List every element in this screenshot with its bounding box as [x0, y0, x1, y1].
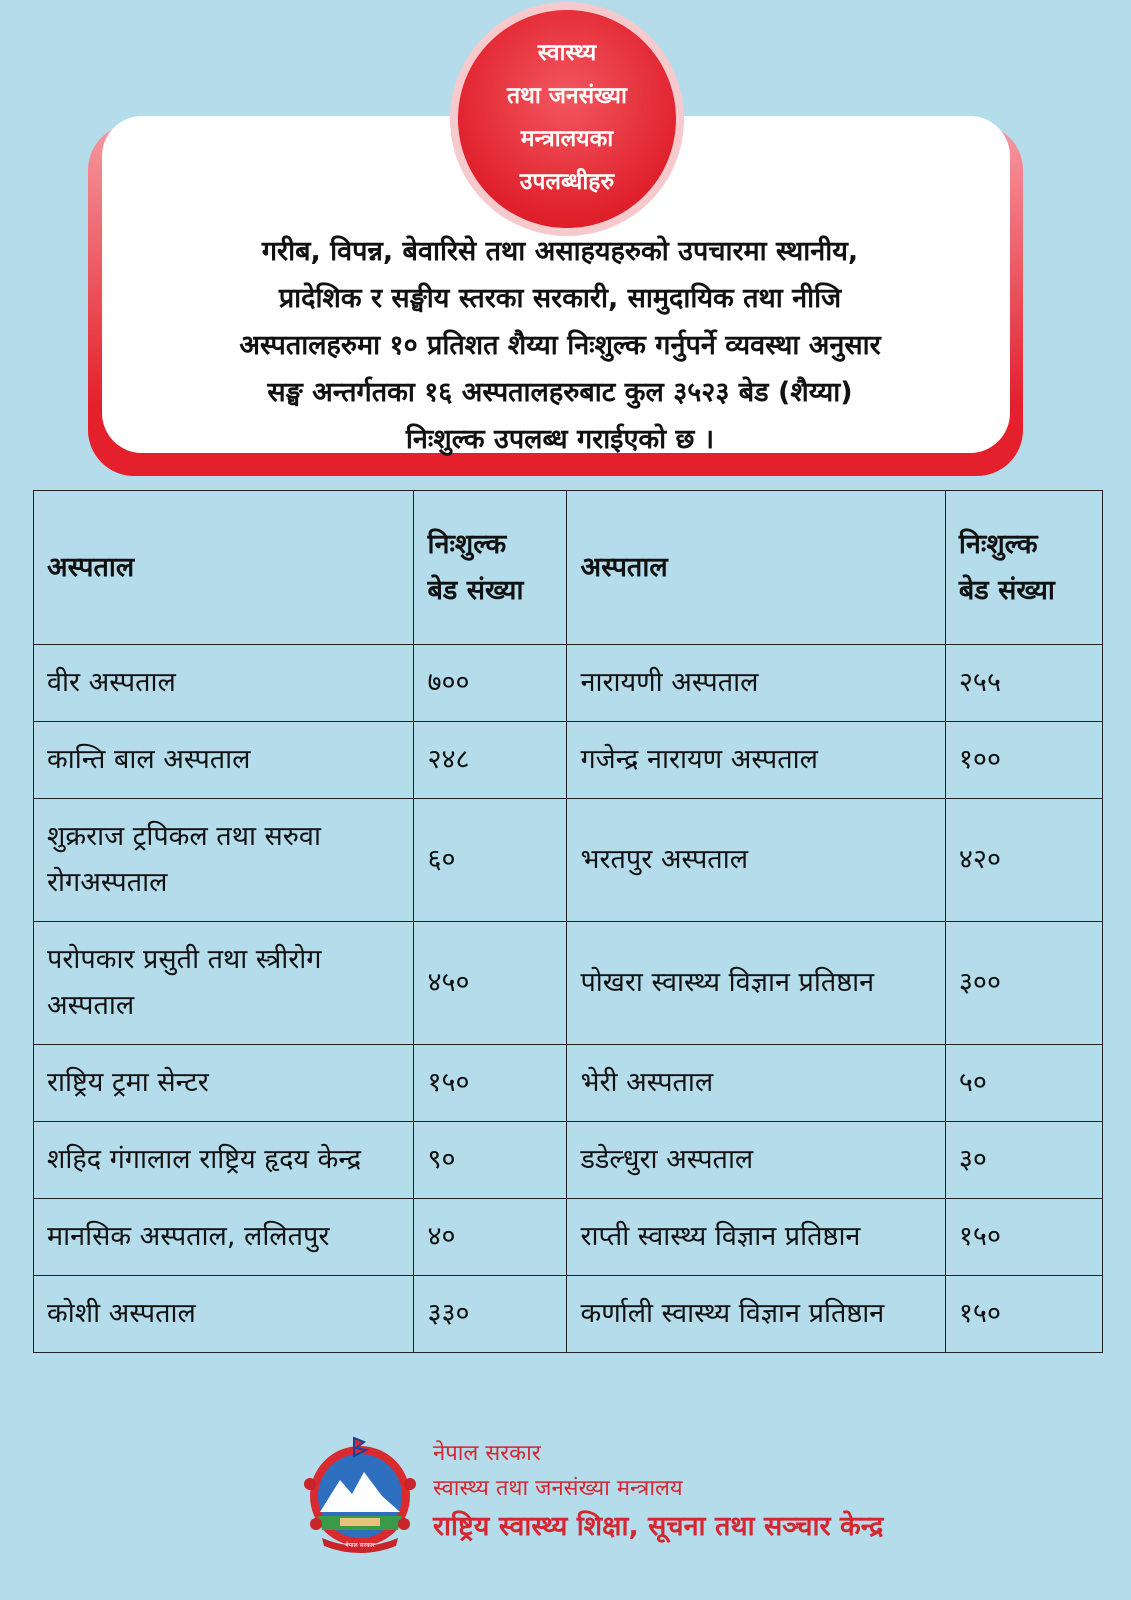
header-free-beds-line1: निःशुल्क [958, 528, 1038, 560]
hospital-name: वीर अस्पताल [34, 645, 414, 722]
hospital-name: नारायणी अस्पताल [567, 645, 945, 722]
header-free-beds [414, 491, 567, 645]
table-row [34, 1276, 1103, 1353]
hospital-name: कोशी अस्पताल [34, 1276, 414, 1353]
hospital-name: डडेल्धुरा अस्पताल [567, 1122, 945, 1199]
hospital-name: कान्ति बाल अस्पताल [34, 722, 414, 799]
headline-line: गरीब, विपन्न, बेवारिसे तथा असाहयहरुको उपचारमा स्थानीय, [261, 236, 859, 267]
hospital-name: राष्ट्रिय ट्रमा सेन्टर [34, 1045, 414, 1122]
headline-line: सङ्घ अन्तर्गतका १६ अस्पतालहरुबाट कुल ३५२३ बेड (शैय्या) [267, 377, 853, 408]
title-badge [450, 2, 684, 236]
table-row [34, 922, 1103, 1045]
badge-title [472, 32, 662, 204]
footer [300, 1434, 1000, 1564]
bed-count: १५० [945, 1276, 1102, 1353]
bed-count: ६० [414, 799, 567, 922]
hospital-name: शहिद गंगालाल राष्ट्रिय हृदय केन्द्र [34, 1122, 414, 1199]
table-header-row [34, 491, 1103, 645]
table-row [34, 645, 1103, 722]
bed-count: ३०० [945, 922, 1102, 1045]
header-free-beds-line2: बेड संख्या [427, 574, 524, 606]
bed-count: २४८ [414, 722, 567, 799]
badge-line: मन्त्रालयका [520, 126, 614, 152]
bed-count: ९० [414, 1122, 567, 1199]
footer-government: नेपाल सरकार [433, 1441, 541, 1466]
bed-count: ३० [945, 1122, 1102, 1199]
header-hospital: अस्पताल [34, 491, 414, 645]
hospital-name: परोपकार प्रसुती तथा स्त्रीरोग अस्पताल [34, 922, 414, 1045]
table-row [34, 799, 1103, 922]
header-free-beds-line1: निःशुल्क [427, 528, 507, 560]
headline-text [120, 228, 1000, 463]
badge-line: उपलब्धीहरु [519, 169, 615, 195]
bed-count: ४५० [414, 922, 567, 1045]
header-free-beds-line2: बेड संख्या [958, 574, 1055, 606]
bed-count: २५५ [945, 645, 1102, 722]
emblem-text: नेपाल सरकार [345, 1542, 375, 1549]
bed-count: ३३० [414, 1276, 567, 1353]
table-row [34, 1122, 1103, 1199]
headline-line: अस्पतालहरुमा १० प्रतिशत शैय्या निःशुल्क गर्नुपर्ने व्यवस्था अनुसार [239, 330, 881, 361]
bed-count: ७०० [414, 645, 567, 722]
hospital-name: शुक्रराज ट्रपिकल तथा सरुवा रोगअस्पताल [34, 799, 414, 922]
table-row [34, 1045, 1103, 1122]
bed-count: १०० [945, 722, 1102, 799]
hospital-name: गजेन्द्र नारायण अस्पताल [567, 722, 945, 799]
hospital-name: राप्ती स्वास्थ्य विज्ञान प्रतिष्ठान [567, 1199, 945, 1276]
headline-line: निःशुल्क उपलब्ध गराईएको छ । [405, 424, 715, 455]
bed-count: ५० [945, 1045, 1102, 1122]
government-emblem-icon [300, 1434, 420, 1554]
hospital-name: मानसिक अस्पताल, ललितपुर [34, 1199, 414, 1276]
hospital-name: पोखरा स्वास्थ्य विज्ञान प्रतिष्ठान [567, 922, 945, 1045]
badge-line: तथा जनसंख्या [507, 83, 627, 109]
bed-count: ४० [414, 1199, 567, 1276]
bed-count: १५० [945, 1199, 1102, 1276]
footer-ministry: स्वास्थ्य तथा जनसंख्या मन्त्रालय [433, 1476, 683, 1501]
hospital-name: भेरी अस्पताल [567, 1045, 945, 1122]
bed-count: ४२० [945, 799, 1102, 922]
headline-line: प्रादेशिक र सङ्घीय स्तरका सरकारी, सामुदायिक तथा नीजि [278, 283, 842, 314]
bed-count: १५० [414, 1045, 567, 1122]
hospital-name: भरतपुर अस्पताल [567, 799, 945, 922]
header-free-beds [945, 491, 1102, 645]
table-row [34, 1199, 1103, 1276]
badge-line: स्वास्थ्य [537, 40, 597, 66]
header-hospital: अस्पताल [567, 491, 945, 645]
free-beds-table [33, 490, 1103, 1353]
table-row [34, 722, 1103, 799]
footer-center: राष्ट्रिय स्वास्थ्य शिक्षा, सूचना तथा सञ्चार केन्द्र [433, 1511, 884, 1542]
hospital-name: कर्णाली स्वास्थ्य विज्ञान प्रतिष्ठान [567, 1276, 945, 1353]
